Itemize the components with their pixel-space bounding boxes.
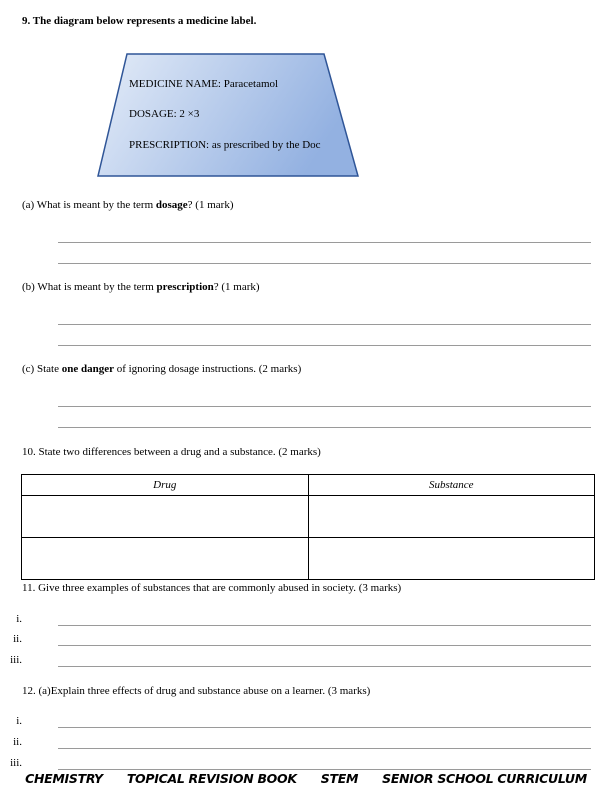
question-12: 12. (a)Explain three effects of drug and substance abuse on a learner. (3 marks) [22, 685, 371, 697]
question-9c-text: (c) State [22, 363, 62, 375]
answer-line[interactable] [58, 345, 591, 346]
list-numeral: iii. [10, 654, 22, 666]
list-numeral: ii. [13, 736, 22, 748]
answer-line[interactable] [58, 263, 591, 264]
table-cell[interactable] [308, 496, 595, 538]
question-9b-text: (b) What is meant by the term [22, 281, 157, 293]
answer-line[interactable] [58, 769, 591, 770]
prescription-text: PRESCRIPTION: as prescribed by the Doc [129, 139, 321, 151]
question-9a-keyword: dosage [155, 199, 188, 211]
answer-line[interactable] [58, 645, 591, 646]
answer-line[interactable] [58, 666, 591, 667]
question-9c-marks: of ignoring dosage instructions. (2 marks) [113, 363, 302, 375]
question-9c-keyword: one danger [61, 363, 114, 375]
answer-line[interactable] [58, 406, 591, 407]
medicine-label [96, 52, 362, 180]
question-9c [22, 363, 301, 375]
footer-track: STEM [320, 771, 359, 786]
footer-curriculum: SENIOR SCHOOL CURRICULUM [382, 771, 587, 786]
list-numeral: i. [16, 613, 22, 625]
medicine-name-text: MEDICINE NAME: Paracetamol [129, 78, 279, 90]
dosage-text: DOSAGE: 2 ×3 [129, 108, 200, 120]
answer-line[interactable] [58, 324, 591, 325]
table-cell[interactable] [308, 538, 595, 580]
table-cell[interactable] [22, 496, 309, 538]
answer-line[interactable] [58, 427, 591, 428]
footer-book: TOPICAL REVISION BOOK [126, 771, 297, 786]
question-9a-text: (a) What is meant by the term [22, 199, 156, 211]
answer-line[interactable] [58, 242, 591, 243]
table-row [22, 538, 595, 580]
question-10: 10. State two differences between a drug and a substance. (2 marks) [22, 446, 321, 458]
question-9a-marks: ? (1 mark) [187, 199, 234, 211]
answer-line[interactable] [58, 727, 591, 728]
differences-table [21, 474, 595, 580]
column-header-drug: Drug [22, 475, 309, 496]
footer-subject: CHEMISTRY [25, 771, 103, 786]
question-9a [22, 199, 233, 211]
list-numeral: i. [16, 715, 22, 727]
table-header-row [22, 475, 595, 496]
question-9-heading: 9. The diagram below represents a medicine label. [22, 15, 257, 27]
table-row [22, 496, 595, 538]
question-11: 11. Give three examples of substances that are commonly abused in society. (3 marks) [22, 582, 402, 594]
list-numeral: ii. [13, 633, 22, 645]
table-cell[interactable] [22, 538, 309, 580]
answer-line[interactable] [58, 625, 591, 626]
answer-line[interactable] [58, 748, 591, 749]
column-header-substance: Substance [308, 475, 595, 496]
page-footer [0, 771, 612, 786]
list-numeral: iii. [10, 757, 22, 769]
question-9b [22, 281, 260, 293]
question-9b-marks: ? (1 mark) [213, 281, 260, 293]
question-9b-keyword: prescription [156, 281, 214, 293]
